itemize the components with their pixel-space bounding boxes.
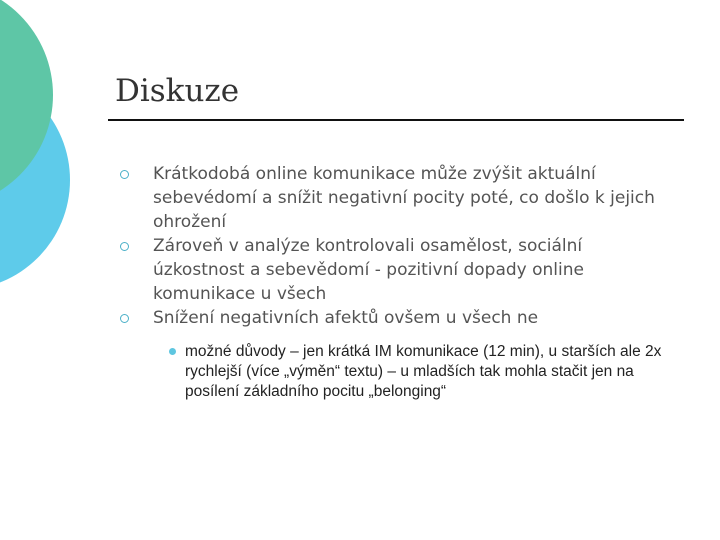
slide-title: Diskuze	[115, 73, 240, 109]
decorative-circles	[0, 0, 80, 300]
sub-bullet-item	[153, 342, 665, 402]
bullet-item	[120, 234, 660, 306]
sub-bullet-list	[153, 342, 660, 402]
title-divider	[108, 119, 684, 121]
bullet-text: Snížení negativních afektů ovšem u všech ne	[153, 308, 539, 328]
hollow-circle-bullet-icon	[120, 170, 129, 179]
sub-bullet-text: možné důvody – jen krátká IM komunikace (12 min), u starších ale 2x rychlejší (více „výměn“ textu) – u mladších tak mohla stačit jen na posílení základního pocitu „belonging“	[185, 343, 662, 400]
hollow-circle-bullet-icon	[120, 242, 129, 251]
bullet-text: Zároveň v analýze kontrolovali osamělost, sociální úzkostnost a sebevědomí - pozitivní dopady online komunikace u všech	[153, 236, 584, 304]
bullet-item	[120, 162, 660, 234]
bullet-item	[120, 306, 660, 402]
bullet-text: Krátkodobá online komunikace může zvýšit aktuální sebevédomí a snížit negativní pocity poté, co došlo k jejich ohrožení	[153, 164, 655, 232]
filled-circle-bullet-icon	[169, 348, 176, 355]
hollow-circle-bullet-icon	[120, 314, 129, 323]
bullet-list	[120, 162, 660, 402]
